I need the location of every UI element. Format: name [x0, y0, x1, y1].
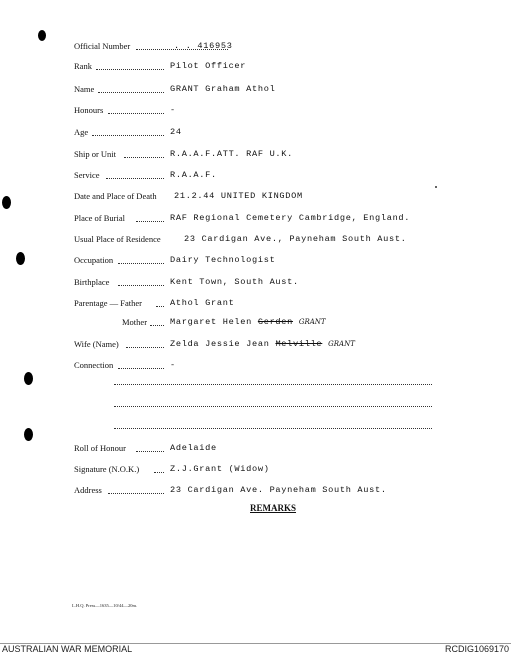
field-date-place-death	[74, 188, 434, 202]
field-father	[74, 295, 434, 309]
field-wife	[74, 336, 434, 350]
field-name	[74, 81, 434, 95]
field-label: Date and Place of Death	[74, 191, 157, 201]
field-value: Z.J.Grant (Widow)	[170, 464, 270, 474]
field-birthplace	[74, 274, 434, 288]
field-value: 23 Cardigan Ave., Payneham South Aust.	[184, 234, 407, 244]
punch-hole	[24, 428, 33, 441]
blank-line	[114, 405, 432, 407]
record-id: RCDIG1069170	[444, 644, 509, 654]
field-value: Kent Town, South Aust.	[170, 277, 299, 287]
field-place-of-burial	[74, 210, 436, 224]
mother-name: Margaret Helen	[170, 317, 252, 327]
field-label: Connection	[74, 360, 114, 370]
struck-surname: Melville	[275, 339, 323, 349]
field-official-number	[74, 38, 434, 52]
archive-name: AUSTRALIAN WAR MEMORIAL	[2, 644, 133, 654]
field-label: Wife (Name)	[74, 339, 119, 349]
archive-footer	[0, 643, 511, 655]
field-value: Dairy Technologist	[170, 255, 276, 265]
field-label: Signature (N.O.K.)	[74, 464, 140, 474]
field-value: 23 Cardigan Ave. Payneham South Aust.	[170, 485, 387, 495]
field-label: Birthplace	[74, 277, 110, 287]
field-label: Address	[74, 485, 102, 495]
field-roll-of-honour	[74, 440, 434, 454]
field-value: 21.2.44 UNITED KINGDOM	[174, 191, 303, 201]
field-rank	[74, 58, 434, 72]
field-value: -	[170, 105, 176, 115]
wife-name: Zelda Jessie Jean	[170, 339, 270, 349]
field-value: GRANT Graham Athol	[170, 84, 276, 94]
stray-mark	[435, 186, 437, 188]
field-mother	[122, 314, 442, 328]
punch-hole	[2, 196, 11, 209]
field-label: Roll of Honour	[74, 443, 126, 453]
field-usual-residence	[74, 231, 436, 245]
field-age	[74, 124, 434, 138]
remarks-heading: REMARKS	[250, 503, 297, 513]
field-label: Age	[74, 127, 89, 137]
handwritten-surname: GRANT	[298, 318, 326, 326]
field-label: Occupation	[74, 255, 114, 265]
field-value: R.A.A.F.ATT. RAF U.K.	[170, 149, 293, 159]
field-connection	[74, 357, 434, 371]
field-value: RAF Regional Cemetery Cambridge, England.	[170, 213, 411, 223]
field-label: Service	[74, 170, 100, 180]
field-label: Ship or Unit	[74, 149, 117, 159]
field-value	[170, 339, 355, 349]
field-service	[74, 167, 434, 181]
struck-surname: Gerden	[257, 317, 294, 327]
punch-hole	[24, 372, 33, 385]
handwritten-surname: GRANT	[328, 340, 355, 348]
field-value: Athol Grant	[170, 298, 235, 308]
field-honours	[74, 102, 434, 116]
field-value: -	[170, 360, 176, 370]
field-value: R.A.A.F.	[170, 170, 217, 180]
field-value: . . 416953	[174, 41, 233, 51]
field-label: Place of Burial	[74, 213, 125, 223]
punch-hole	[16, 252, 25, 265]
field-signature	[74, 461, 434, 475]
field-address	[74, 482, 436, 496]
field-ship-or-unit	[74, 146, 434, 160]
field-value	[170, 317, 326, 327]
field-label: Mother	[122, 317, 148, 327]
field-label: Usual Place of Residence	[74, 234, 161, 244]
field-label: Honours	[74, 105, 104, 115]
field-label: Parentage — Father	[74, 298, 142, 308]
field-label: Official Number	[74, 41, 131, 51]
blank-line	[114, 427, 432, 429]
blank-line	[114, 383, 432, 385]
print-note: L.H.Q. Press—1635—10/44—20m.	[72, 603, 138, 608]
punch-hole-mark	[38, 30, 46, 41]
field-value: Pilot Officer	[170, 61, 247, 71]
field-label: Rank	[74, 61, 92, 71]
field-value: Adelaide	[170, 443, 217, 453]
field-label: Name	[74, 84, 95, 94]
field-occupation	[74, 252, 434, 266]
field-value: 24	[170, 127, 182, 137]
